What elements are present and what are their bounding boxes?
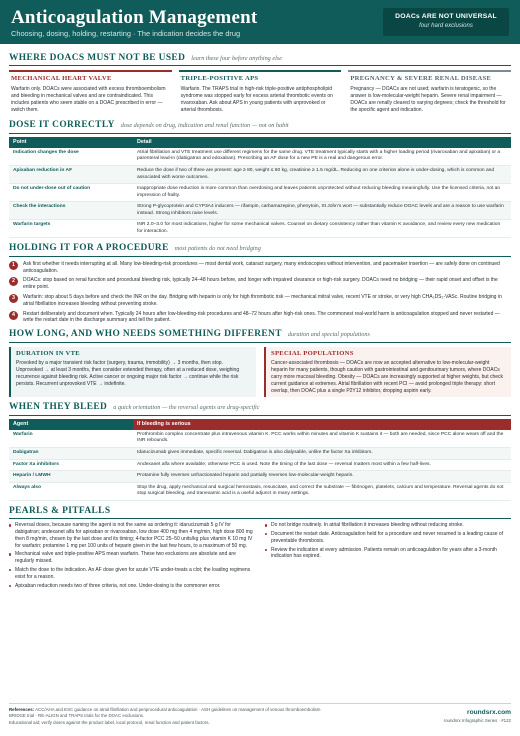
- pitfalls-columns: [9, 522, 511, 591]
- reversal-table: [9, 419, 511, 501]
- references-label: References:: [9, 707, 35, 712]
- card-body: Warfarin only. DOACs were associated with excess thromboembolism and bleeding in mechanical valves and are contraindicated. This includes patients who seem stable on a DOAC prescribed in error — switch them.: [11, 86, 166, 113]
- step-number: 4: [9, 311, 18, 320]
- column-header: Agent: [9, 419, 133, 430]
- section-title: HOLDING IT FOR A PROCEDURE: [9, 243, 169, 254]
- row-key: Do not under-dose out of caution: [9, 184, 133, 202]
- section-title: WHERE DOACS MUST NOT BE USED: [9, 53, 186, 63]
- row-detail: Inappropriate dose reduction is more common than overdosing and leaves patients unprotected without reducing bleeding meaningfully. Use the licensed criteria, not an impression of frailty.: [133, 184, 511, 202]
- panel-title: DURATION IN VTE: [16, 349, 80, 357]
- row-key: Heparin / LMWH: [9, 471, 133, 483]
- card-body: Pregnancy — DOACs are not used; warfarin is teratogenic, so the answer is low-molecular-weight heparin. Severe renal impairment — DOACs are renally cleared to varying degrees; check the threshold for the specific agent and indication.: [350, 86, 506, 113]
- table-row: [9, 148, 511, 166]
- row-detail: Protamine fully reverses unfractionated heparin and partially reverses low-molecular-weight heparin.: [133, 471, 511, 483]
- step-text: Warfarin: stop about 5 days before and check the INR on the day. Bridging with heparin is only for high thrombotic risk — mechanical mitral valve, recent VTE or stroke, or very high CHA₂DS₂-VASc. Routine bridging in atrial fibrillation increases bleeding without preventing stroke.: [23, 294, 502, 307]
- row-key: Warfarin: [9, 430, 133, 448]
- step-item: [9, 277, 511, 291]
- panel-vte-duration: [9, 347, 256, 398]
- card-mechanical-valve: [9, 70, 172, 115]
- disclaimer-text: Educational aid; verify doses against the product label, local protocol, renal function and patient factors.: [9, 719, 210, 725]
- row-key: Factor Xa inhibitors: [9, 459, 133, 471]
- dose-table: [9, 137, 511, 239]
- section-hint: dose depends on drug, indication and renal function — not on habit: [120, 122, 289, 130]
- card-triple-positive-aps: [179, 70, 342, 115]
- section-title: DOSE IT CORRECTLY: [9, 120, 115, 131]
- step-number: 2: [9, 277, 18, 286]
- card-title: TRIPLE-POSITIVE APS: [180, 75, 259, 83]
- row-detail: Reduce the dose if two of three are present: age ≥ 80, weight ≤ 60 kg, creatinine ≥ 1.5 mg/dL. Reducing on one criterion alone is under-dosing, which is common and associated with worse outcomes.: [133, 165, 511, 183]
- page-subtitle: Choosing, dosing, holding, restarting · The indication decides the drug: [11, 29, 241, 38]
- section-header-not-used: [9, 52, 511, 66]
- row-detail: Idarucizumab gives immediate, specific reversal. Dabigatran is also dialysable, unlike the factor Xa inhibitors.: [133, 447, 511, 459]
- column-header: Point: [9, 137, 133, 148]
- row-key: Dabigatran: [9, 447, 133, 459]
- table-row: [9, 430, 511, 448]
- list-item: Apixaban reduction needs two of three criteria, not one. Under-dosing is the commoner error.: [9, 583, 255, 590]
- section-header-holding: [9, 242, 511, 256]
- list-item: Document the restart date. Anticoagulation held for a procedure and never resumed is a leading cause of preventable thrombosis.: [265, 531, 511, 545]
- step-item: [9, 261, 511, 275]
- panel-title: SPECIAL POPULATIONS: [271, 349, 354, 357]
- table-row: [9, 184, 511, 202]
- trials-text: BRIDGE trial · RE-ALIGN and TRAPS trials for the DOAC exclusions.: [9, 713, 145, 719]
- step-item: [9, 311, 511, 325]
- holding-steps: [9, 261, 511, 324]
- warning-badge: [383, 8, 509, 36]
- section-hint: duration and special populations: [287, 331, 370, 339]
- exclusion-cards: [9, 70, 511, 115]
- row-key: Indication changes the dose: [9, 148, 133, 166]
- step-number: 1: [9, 261, 18, 270]
- row-key: Check the interactions: [9, 202, 133, 220]
- row-detail: Atrial fibrillation and VTE treatment use different regimens for the same drug. VTE treatment typically starts with a higher loading period (rivaroxaban and apixaban) or a parenteral lead-in (dabigatran and edoxaban). Prescribing an AF dose for a new PE is a real and dangerous error.: [133, 148, 511, 166]
- section-title: HOW LONG, AND WHO NEEDS SOMETHING DIFFERENT: [9, 329, 282, 340]
- panel-body: Cancer-associated thrombosis — DOACs are now an accepted alternative to low-molecular-weight heparin for many patients, though caution with gastrointestinal and genitourinary tumors, where DOACs carry more mucosal bleeding. Obesity — DOACs are increasingly supported at higher weights, but check current guidance at extremes. Atrial fibrillation with recent PCI — avoid prolonged triple therapy: short overlap, then DOAC plus a single P2Y12 inhibitor, dropping aspirin early.: [271, 360, 504, 394]
- card-body: Warfarin. The TRAPS trial in high-risk triple-positive antiphospholipid syndrome was stopped early for excess arterial thrombotic events on rivaroxaban. Ask about APS in young patients with unprovoked or arterial thrombosis.: [180, 86, 333, 113]
- section-header-bleed: [9, 401, 511, 415]
- section-hint: most patients do not need bridging: [174, 245, 261, 253]
- footer-references: [9, 707, 419, 726]
- footer-brand-block: [444, 707, 511, 726]
- list-item: Review the indication at every admission. Patients remain on anticoagulation for years after a 3-month indication has expired.: [265, 547, 511, 561]
- row-detail: Prothrombin complex concentrate plus intravenous vitamin K. PCC works within minutes and vitamin K sustains it — both are needed, since PCC alone wears off and the INR rebounds.: [133, 430, 511, 448]
- section-header-pitfalls: [9, 505, 511, 519]
- section-hint: learn these four before anything else: [191, 55, 282, 62]
- list-item: Match the dose to the indication. An AF dose given for acute VTE under-treats a clot; the loading regimens exist for a reason.: [9, 567, 255, 581]
- column-header: Detail: [133, 137, 511, 148]
- row-detail: Andexanet alfa where available; otherwise PCC is used. Note the timing of the last dose — reversal matters most within a few half-lives.: [133, 459, 511, 471]
- list-item: Reversal doses, because naming the agent is not the same as ordering it: idarucizumab 5 g IV for dabigatran; andexanet alfa for apixaban or rivaroxaban, low dose 400 mg then 4 mg/min, high dose 800 mg then 8 mg/min, chosen by the last dose and its timing; 4-factor PCC 25–50 units/kg plus vitamin K 10 mg IV for warfarin; protamine 1 mg per 100 units of heparin given in the last few hours, to a maximum of 50 mg.: [9, 522, 255, 549]
- row-key: Warfarin targets: [9, 220, 133, 238]
- list-item: Do not bridge routinely. In atrial fibrillation it increases bleeding without reducing stroke.: [265, 522, 511, 529]
- page-content: [9, 48, 511, 591]
- series-label: roundsrx Infographic Series · #122: [443, 717, 511, 723]
- step-item: [9, 294, 511, 308]
- step-number: 3: [9, 294, 18, 303]
- table-row: [9, 165, 511, 183]
- table-row: [9, 482, 511, 500]
- table-row: [9, 459, 511, 471]
- footer: [9, 703, 511, 726]
- table-row: [9, 220, 511, 238]
- pitfalls-left: [9, 522, 255, 591]
- duration-panels: [9, 347, 511, 398]
- references-text: ACC/AHA and ESC guidance on atrial fibrillation and periprocedural anticoagulation · ASH guidelines on management of venous thromboembolism: [35, 707, 321, 712]
- header-banner: [0, 0, 520, 44]
- badge-title: DOACs ARE NOT UNIVERSAL: [395, 13, 497, 20]
- section-hint: a quick orientation — the reversal agents are drug-specific: [113, 404, 260, 412]
- row-detail: Stop the drug, apply mechanical and surgical hemostasis, resuscitate, and correct the substrate — fibrinogen, platelets, calcium and temperature. Reversal agents do not stop surgical bleeding, and tranexamic acid is a useful adjunct in many settings.: [133, 482, 511, 500]
- card-title: MECHANICAL HEART VALVE: [11, 75, 112, 83]
- step-text: Ask first whether it needs interrupting at all. Many low-bleeding-risk procedures — most dental work, cataract surgery, many endoscopies without intervention, and pacemaker insertion — are safely done on continued anticoagulation.: [23, 260, 500, 274]
- list-item: Mechanical valve and triple-positive APS mean warfarin. These two exclusions are absolute and are regularly missed.: [9, 551, 255, 565]
- section-title: PEARLS & PITFALLS: [9, 505, 111, 516]
- section-header-dose: [9, 119, 511, 133]
- pitfalls-right: [265, 522, 511, 591]
- table-row: [9, 202, 511, 220]
- badge-subtitle: four hard exclusions: [419, 22, 473, 29]
- panel-body: Provoked by a major transient risk factor (surgery, trauma, immobility) → 3 months, then stop. Unprovoked → at least 3 months, then consider extended therapy, often at a reduced dose, weighing recurrence against bleeding risk. Active cancer or ongoing major risk factor → continue while the risk persists. Recurrent unprovoked VTE → indefinite.: [16, 360, 240, 387]
- row-detail: INR 2.0–3.0 for most indications, higher for some mechanical valves. Counsel on dietary consistency rather than vitamin K avoidance, and review every new medication for interaction.: [133, 220, 511, 238]
- card-title: PREGNANCY & SEVERE RENAL DISEASE: [350, 75, 492, 83]
- row-key: Always also: [9, 482, 133, 500]
- row-key: Apixaban reduction in AF: [9, 165, 133, 183]
- row-detail: Strong P-glycoprotein and CYP3A4 inducers — rifampin, carbamazepine, phenytoin, St John's wort — substantially reduce DOAC levels and are a reason to use warfarin instead. Strong inhibitors raise levels.: [133, 202, 511, 220]
- panel-special-populations: [264, 347, 511, 398]
- section-title: WHEN THEY BLEED: [9, 402, 108, 413]
- section-header-duration: [9, 328, 511, 342]
- table-row: [9, 471, 511, 483]
- table-row: [9, 447, 511, 459]
- step-text: Restart deliberately and document when. Typically 24 hours after low-bleeding-risk procedures and 48–72 hours after high-risk ones. The commonest real-world harm is anticoagulation stopped and never restarted — write the restart date in the discharge summary and tell the patient.: [23, 310, 500, 324]
- brand-link[interactable]: roundsrx.com: [467, 709, 511, 716]
- card-pregnancy-renal: [348, 70, 511, 115]
- step-text: DOACs: stop based on renal function and procedural bleeding risk, typically 24–48 hours before, and longer with impaired clearance or high-risk surgery. DOACs need no bridging — their rapid onset and offset is the entire point.: [23, 277, 498, 291]
- column-header: If bleeding is serious: [133, 419, 511, 430]
- page-title: Anticoagulation Management: [11, 7, 258, 28]
